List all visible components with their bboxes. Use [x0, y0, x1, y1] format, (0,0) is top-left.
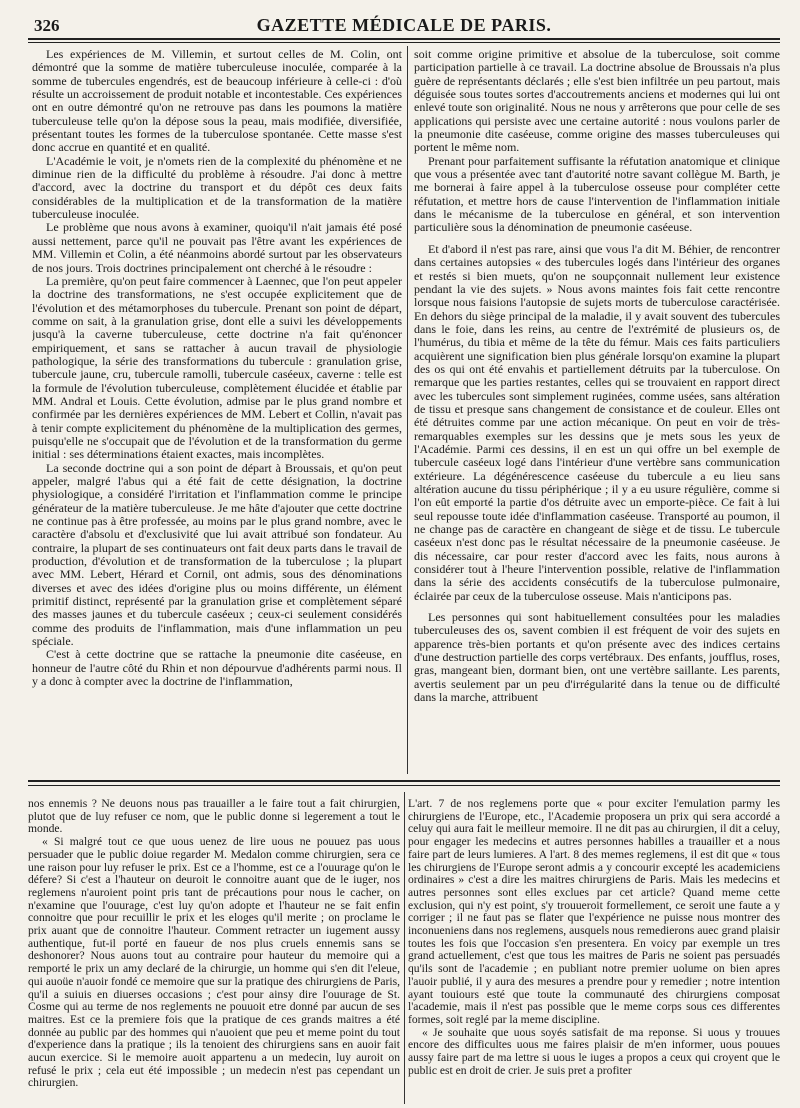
paragraph: Les personnes qui sont habituellement consultées pour les maladies tuberculeuses des os, savent combien il est fréquent de voir des sujets en apparence très-bien portants et qu'on présente avec des indices certains d'une destruction partielle des corps vertébraux. Des enfants, joufflus, roses, gras, mangeant bien, dormant bien, ont une vertèbre saillante. Les parents, avertis seulement par un peu d'irrégularité dans la tenue ou de difficulté dans la marche, attribuent — [414, 610, 780, 705]
paragraph: C'est à cette doctrine que se rattache la pneumonie dite caséeuse, en honneur de l'autre côté du Rhin et non dépourvue d'adhérents parmi nous. Il y a donc à compter avec la doctrine de l'inflammation, — [32, 647, 402, 689]
page-header — [28, 10, 780, 36]
paragraph: La seconde doctrine qui a son point de départ à Broussais, et qu'on peut appeler, malgré l'abus qui a été fait de cette désignation, la doctrine physiologique, a considéré l'irritation et l'inflammation comme le principe générateur de la matière tuberculeuse. Je me hâte d'ajouter que cette doctrine ne continue pas à être professée, au moins par le plus grand nombre, avec le caractère d'absolu et d'exclusivité que lui avait attribué son fondateur. Au contraire, la plupart de ses continuateurs ont fait deux parts dans le travail de production, d'évolution et de transformation de la tuberculose ; la plupart avec MM. Lebert, Hérard et Cornil, ont admis, sous des dénominations diverses et avec des idées d'origine plus ou moins différente, un élément primitif distinct, représenté par la granulation grise et complètement séparé des masses jaunes et du tubercule caséeux ; ceux-ci seulement considérés comme des produits de l'inflammation, mais d'une inflammation un peu spéciale. — [32, 460, 402, 649]
column-divider — [407, 46, 408, 774]
journal-title: GAZETTE MÉDICALE DE PARIS. — [256, 15, 552, 35]
paragraph: La première, qu'on peut faire commencer à Laennec, que l'on peut appeler la doctrine des transformations, ne s'est occupée explicitement que de l'évolution et des métamorphoses du tubercule. Prenant son point de départ, comme on sait, à la granulation grise, dont elle a suivi les développements jusqu'à la caverne tuberculeuse, cette doctrine n'a fait qu'énoncer empiriquement, et sans se rattacher à aucun travail de physiologie pathologique, la série des transformations du tubercule : granulation grise, tubercule jaune, cru, tubercule ramolli, tubercule caséeux, caverne : telle est la formule de l'évolution tuberculeuse, complètement élucidée et établie par MM. Andral et Louis. Cette évolution, admise par le plus grand nombre et confirmée par les dernières expériences de MM. Lebert et Collin, n'avait pas à tenir compte explicitement du phénomène de la multiplication des germes, puisqu'elle ne s'occupait que de l'évolution et de la transformation du germe initial : ses déterminations étaient exactes, mais incomplètes. — [32, 273, 402, 462]
header-rule — [28, 38, 780, 40]
lower-right-column — [408, 798, 780, 1102]
paragraph: Prenant pour parfaitement suffisante la réfutation anatomique et clinique que vous a présentée avec tant d'autorité notre savant collègue M. Barth, je me bornerai à faire appel à la tuberculose osseuse pour compléter cette réfutation, et mettre hors de cause l'intervention de l'inflammation initiale dans le mécanisme de la tuberculose en général, et son intervention particulière sous la dénomination de pneumonie caséeuse. — [414, 153, 780, 235]
section-rule — [28, 780, 780, 782]
lower-left-column — [28, 798, 400, 1102]
paragraph: nos ennemis ? Ne deuons nous pas trauailler a le faire tout a fait chirurgien, plutot que de luy refuser ce nom, que le public donne si legerement a tout le monde. — [28, 798, 400, 836]
paragraph: L'Académie le voit, je n'omets rien de la complexité du phénomène et ne diminue rien de la difficulté du problème à résoudre. J'ai donc à mettre d'accord, avec la doctrine du transport et du dépôt ces deux faits considérables de la multiplication et de la transformation de la matière tuberculeuse inoculée. — [32, 153, 402, 222]
section-rule-thin — [28, 785, 780, 786]
paragraph: Les expériences de M. Villemin, et surtout celles de M. Colin, ont démontré que la somme de matière tuberculeuse inoculée, comparée à la somme de tubercules engendrés, est de beaucoup inférieure à celle-ci : d'où résulte un accroissement de produit notable et incontestable. Ces expériences ont en outre démontré qu'on ne retrouve pas dans les poumons la matière tuberculeuse telle qu'on la dépose sous la peau, mais modifiée, diversifiée, présentant toutes les formes de la tuberculose spontanée. Cette masse s'est donc accrue en quantité et en qualité. — [32, 48, 402, 155]
paragraph: soit comme origine primitive et absolue de la tuberculose, soit comme participation partielle à ce travail. La doctrine absolue de Broussais n'a plus guère de représentants déclarés ; elle s'est bien infiltrée un peu partout, mais déguisée sous toutes sortes d'accoutrements anciens et modernes qui lui ont enlevé toute son originalité. Nous ne nous y arrêterons que pour celle de ses applications qui persiste avec une certaine autorité : nous voulons parler de la pneumonie dite caséeuse, comme origine des masses tuberculeuses qui portent le même nom. — [414, 48, 780, 155]
paragraph: Et d'abord il n'est pas rare, ainsi que vous l'a dit M. Béhier, de rencontrer dans certaines autopsies « des tubercules logés dans l'intérieur des organes et restés si bien muets, qu'on ne soupçonnait nullement leur existence pendant la vie des sujets. » Nous avons maintes fois fait cette rencontre lorsque nous faisions l'autopsie de sujets morts de tuberculose caractérisée. En dehors du siège principal de la maladie, il y avait souvent des tubercules dans le foie, dans les reins, au centre de l'extrémité de plusieurs os, de l'humérus, du tibia et même de la tête du fémur. Mais ces faits particuliers acquièrent une signification bien plus générale lorsqu'on examine la plupart des os qui ont été envahis et partiellement détruits par la tuberculose. On remarque que les parties restantes, celles qui se trouvaient en rapport direct avec les tubercules sont simplement ruginées, comme usées, sans altération de tissu et presque sans changement de consistance et de couleur. Elles ont été détruites comme par une action mécanique. On peut en voir de très-remarquables exemples sur les dessins que je mets sous les yeux de l'Académie. Parmi ces dessins, il en est un qui offre un bel exemple de tubercule caséeux logé dans l'intérieur d'une vertèbre sans communication extérieure. La dégénérescence caséeuse du tubercule a eu lieu sans altération aucune du tissu périphérique ; il y a eu usure régulière, comme si l'on eût emporté la partie d'os détruite avec un emporte-pièce. Ce fait à lui seul repousse toute idée d'inflammation caséeuse. Transporté au poumon, il ne change pas de caractère en changeant de siège et de tissu. Le tubercule caséeux n'est donc pas le résultat nécessaire de la pneumonie caséeuse. Je dis nécessaire, car pour rester d'accord avec les faits, nous aurons à considérer tout à l'heure l'intervention possible, relative de l'inflammation dans la série des accidents consécutifs de la tuberculose pulmonaire, éclairée par ceux de la tuberculose osseuse. Mais n'anticipons pas. — [414, 241, 780, 603]
paragraph: « Si malgré tout ce que uous uenez de lire uous ne pouuez pas uous persuader que le public doiue regarder M. Medalon comme chirurgien, sera ce une raison pour luy refuser le prix. Est ce a l'homme, est ce a l'ouurage qu'on le défere? Si c'est a l'hauteur on deuroit le connoitre auant que de le iuger, nos reglemens n'auroient point pris tant de précautions pour nous le cacher, on n'examine que l'ouurage, c'est luy qu'on adopte et l'hauteur ne se fait enfin connoitre que pour recuillir le prix et les eloges qu'il merite ; on proclame le prix auant que de connoitre l'hauteur. Comment retracter un iugement aussy authentique, fut-il porté en faueur de nos plus cruels ennemis sans se deshonorer? Nous auons tout au contraire pour hauteur du memoire qui a remporté le prix un amy declaré de la chirurgie, un homme qui s'en dit l'eleue, qui auoüe n'auoir fondé ce memoire que sur la pratique des chirurgiens de Paris, qu'il a suiuis en diuerses occasions ; c'est pour ainsy dire l'ouurage de St. Cosme qui au terme de nos reglements ne pouuoit etre donné par aucun de ses maitres. Est ce la premiere fois que la pratique de ces grands maitres a été donnée au public par des hommes qui n'auoient que peu et meme point du tout d'experience dans la pratique ; ils la tenoient des chirurgiens sans en auoir fait aucun exercice. Si le memoire auoit appartenu a un medecin, luy auroit on refusé le prix ; cela eut été impossible ; un medecin n'est pas cependant un chirurgien. — [28, 835, 400, 1090]
upper-right-column — [414, 48, 780, 773]
paragraph: « Je souhaite que uous soyés satisfait de ma reponse. Si uous y trouues encore des difficultes uous me faires plaisir de m'en informer, uous pouues aussy faire part de ma lettre si uous le iuges a propos a ceux qui croyent que le public est en droit de crier. Je suis pret a profiter — [408, 1025, 780, 1077]
column-divider — [404, 792, 405, 1104]
paragraph: L'art. 7 de nos reglemens porte que « pour exciter l'emulation parmy les chirurgiens de l'Europe, etc., l'Academie proposera un prix qui sera accordé a celuy qui aura fait le meilleur memoire. Il ne dit pas au chirurgien, il dit a celuy, pour engager les medecins et autres personnes habilles a trauailler et a nous faire part de leurs lumieres. A l'art. 8 des memes reglemens, il est dit que « tous les chirurgiens de l'Europe seront admis a y concourir excepté les academiciens ordinaires » c'est a dire les maitres chirurgiens de Paris. Mais les medecins et autres personnes sont elles exclues par cet article? Quand meme cette exclusion, qui n'y est point, s'y trouueroit formellement, ce seroit une faute a y corriger ; il ne faut pas se flater que l'expérience ne puisse nous montrer des inconueniens dans nos reglemens, ausquels nous remedierons auec grand plaisir toutes les fois que l'occasion s'en presentera. En voicy par exemple un tres grand actuellement, c'est que tous les maitres de Paris ne soient pas persuadés qu'ils sont de l'academie ; en publiant notre premier uolume on bien apres l'auoir publié, il y aura des mesures a prendre pour y remedier ; notre intention ayant touiours esté que toute la communauté des chirurgiens composat l'academie, mais il n'est pas possible que le meme corps sous ces differentes formes, soit reglé par la meme discipline. — [408, 798, 780, 1026]
page-number: 326 — [34, 16, 60, 35]
upper-left-column — [32, 48, 402, 773]
header-rule-thin — [28, 42, 780, 43]
paragraph: Le problème que nous avons à examiner, quoiqu'il n'ait jamais été posé aussi nettement, parce qu'il ne pouvait pas l'être avant les expériences de MM. Villemin et Colin, a été néanmoins abordé surtout par les observateurs de nos jours. Trois doctrines principalement ont cherché à le résoudre : — [32, 220, 402, 275]
